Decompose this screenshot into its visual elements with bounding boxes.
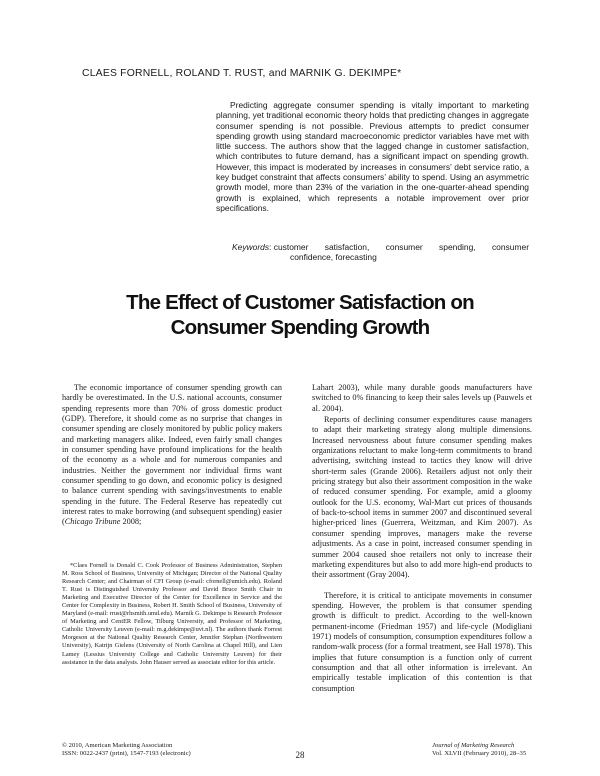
- title-line-1: The Effect of Customer Satisfaction on: [126, 291, 474, 314]
- left-column: [62, 383, 282, 528]
- keywords-line-1: [232, 242, 529, 252]
- intro-paragraph: [62, 383, 282, 528]
- abstract: Predicting aggregate consumer spending is vitally important to marketing planning, yet traditional economic theory holds that predicting changes in aggregate consumer spending is not possible. Previous attempts to predict consumer spending growth using standard macroeconomic predictor variables have met with little success. The authors show that the lagged change in customer satisfaction, which contributes to future demand, has a significant impact on spending growth. However, this impact is moderated by increases in consumers’ debt service ratio, a key budget constraint that affects consumers’ ability to spend. Using an asymmetric growth model, more than 23% of the variation in the one-quarter-ahead spending growth is explained, which represents a notable improvement over prior specifications.: [216, 100, 529, 213]
- copyright: © 2010, American Marketing Association: [62, 742, 173, 749]
- footer-left: [62, 742, 191, 759]
- article-title: [62, 290, 538, 340]
- journal-name: Journal of Marketing Research: [432, 742, 515, 749]
- page-number: 28: [295, 750, 305, 760]
- author-line: CLAES FORNELL, ROLAND T. RUST, and MARNIK G. DEKIMPE*: [82, 68, 402, 79]
- keyword-5: consumer: [491, 242, 529, 252]
- paragraph-2: Reports of declining consumer expenditures cause managers to adapt their marketing strategy along multiple dimensions. Increased nervousness about future consumer spending makes organizations reluctant to make long-term commitments to brand advertising, switching instead to tactics they know will drive short-term sales (Grande 2006). Retailers adjust not only their pricing strategy but also their assortment composition in the wake of reduced consumer spending. For example, amid a gloomy outlook for the U.S. economy, Wal-Mart cut prices of thousands of back-to-school items in summer 2007 and discontinued several higher-priced lines (Guerrera, Weitzman, and Kim 2007). As consumer spending improves, managers make the reverse adjustments. As a case in point, increased consumer spending in summer 2004 caused shoe retailers not only to increase their marketing expenditures but also to add more high-end products to their assortment (Gray 2004).: [312, 415, 532, 580]
- right-column: [312, 383, 532, 694]
- keyword-3: consumer: [385, 242, 423, 252]
- volume-info: Vol. XLVII (February 2010), 28–35: [432, 750, 527, 758]
- keyword-4: spending,: [439, 242, 476, 252]
- keywords: [232, 242, 529, 263]
- keywords-first: [232, 242, 308, 252]
- keyword-2: satisfaction,: [324, 242, 370, 252]
- keywords-line-2: confidence, forecasting: [290, 252, 377, 263]
- intro-text: The economic importance of consumer spending growth can hardly be overestimated. In the U.S. national accounts, consumer spending represents more than 70% of gross domestic product (GDP). Therefore, it should come as no surprise that changes in consumer spending are closely monitored by public policy makers and marketing managers alike. Indeed, even fairly small changes in consumer spending have profound implications for the health of the economy as a whole and for numerous companies and industries. Neither the government nor individual firms want consumer spending to go down, and economic policy is designed to balance current spending with savings/investments to enable spending in the future. The Federal Reserve has repeatedly cut interest rates to make borrowing (and subsequent spending) easier (: [62, 383, 282, 527]
- paragraph-continued: Lahart 2003), while many durable goods manufacturers have switched to 0% financing to keep their sales levels up (Pauwels et al. 2004).: [312, 383, 532, 413]
- keywords-label: Keywords: [232, 242, 270, 252]
- citation-italic: Chicago Tribune: [64, 517, 121, 527]
- footer-right: [432, 742, 526, 759]
- intro-text-end: 2008;: [120, 517, 142, 527]
- author-footnote: *Claes Fornell is Donald C. Cook Professor of Business Administration, Stephen M. Ross School of Business, University of Michigan; Director of the National Quality Research Center; and Chairman of CFI Group (e-mail: cfornell@umich.edu). Roland T. Rust is Distinguished University Professor and David Bruce Smith Chair in Marketing and Executive Director of the Center for Excellence in Service and the Center for Complexity in Business, Robert H. Smith School of Business, University of Maryland (e-mail: rrust@rhsmith.umd.edu). Marnik G. Dekimpe is Research Professor of Marketing and CentER Fellow, Tilburg University, and Professor of Marketing, Catholic University Leuven (e-mail: m.g.dekimpe@uvt.nl). The authors thank Forrest Morgeson at the National Quality Research Center, Jennifer Stephan (Northwestern University), Katrijn Gielens (University of North Carolina at Chapel Hill), and Lien Lamey (Lessius University College and Catholic University Leuven) for their assistance in the data analysis. John Hauser served as associate editor for this article.: [62, 562, 282, 666]
- paragraph-3: Therefore, it is critical to anticipate movements in consumer spending. However, the problem is that consumer spending growth is difficult to predict. According to the well-known permanent-income (Friedman 1957) and life-cycle (Modigliani 1971) models of consumption, consumption expenditures follow a random-walk process (for a formal treatment, see Hall 1978). This implies that future consumption is a function only of current consumption and that all other information is irrelevant. An empirically testable implication of this contention is that consumption: [312, 590, 532, 693]
- title-line-2: Consumer Spending Growth: [170, 316, 430, 339]
- keyword-1: : customer: [269, 242, 309, 252]
- issn: ISSN: 0022-2437 (print), 1547-7193 (electronic): [62, 750, 191, 758]
